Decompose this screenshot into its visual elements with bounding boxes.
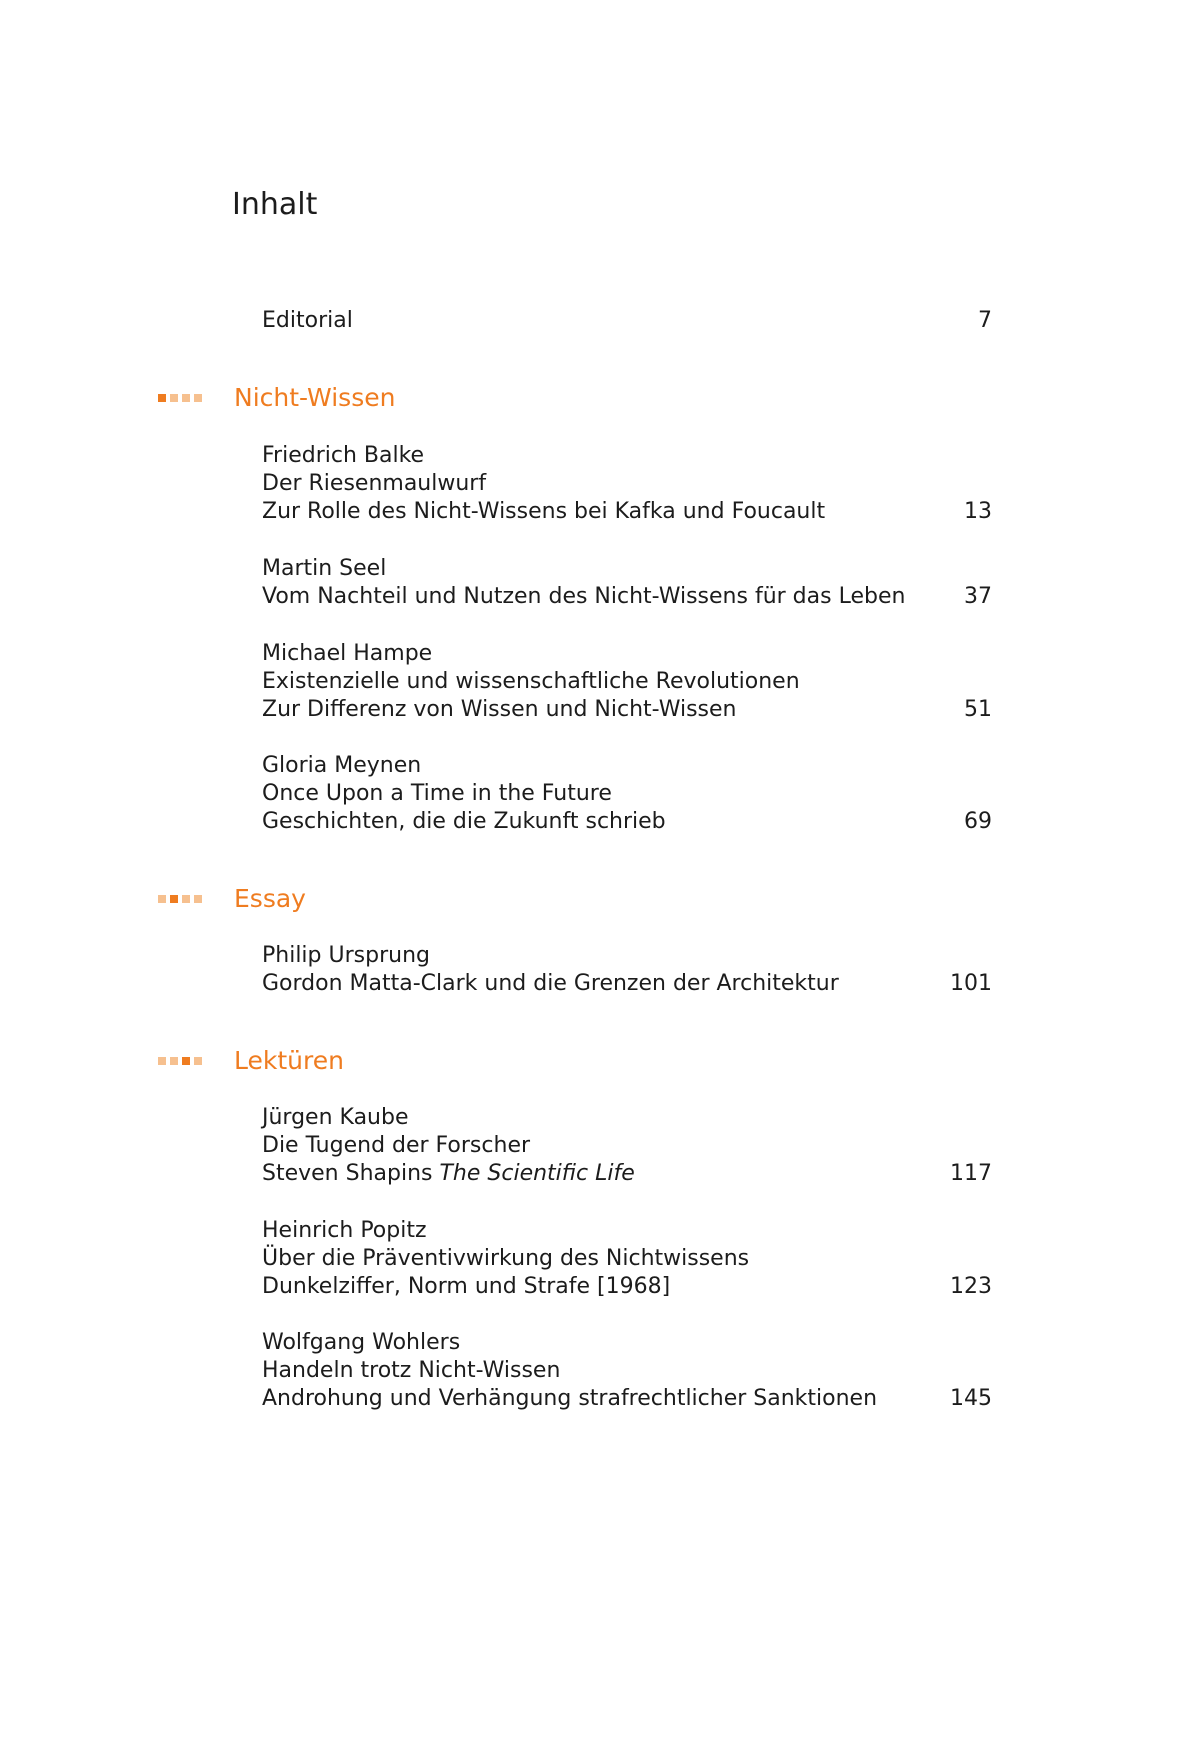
entry-page-number: 13 — [964, 499, 992, 524]
toc-entry[interactable] — [262, 442, 992, 526]
section-marker-icon — [158, 895, 210, 903]
entry-subtitle: Geschichten, die die Zukunft schrieb — [262, 809, 666, 834]
marker-square — [194, 895, 202, 903]
entry-page-number: 145 — [950, 1386, 992, 1411]
entry-subtitle-italic: The Scientific Life — [439, 1161, 635, 1186]
marker-square-active — [182, 1057, 190, 1065]
marker-square — [182, 895, 190, 903]
toc-entry[interactable] — [262, 555, 992, 611]
marker-square — [194, 394, 202, 402]
entry-subtitle-prefix: Steven Shapins — [262, 1161, 440, 1186]
toc-entry[interactable] — [262, 942, 992, 998]
toc-entry[interactable] — [262, 1329, 992, 1413]
section-title: Nicht-Wissen — [234, 383, 396, 412]
entry-author: Wolfgang Wohlers — [262, 1330, 461, 1355]
section-heading-essay — [158, 883, 306, 915]
entry-author: Gloria Meynen — [262, 753, 422, 778]
toc-entry[interactable] — [262, 1217, 992, 1301]
entry-title: Existenzielle und wissenschaftliche Revolutionen — [262, 669, 800, 694]
marker-square — [182, 394, 190, 402]
entry-author: Martin Seel — [262, 556, 387, 581]
entry-page-number: 7 — [978, 308, 992, 333]
entry-title: Once Upon a Time in the Future — [262, 781, 612, 806]
toc-entry[interactable] — [262, 1104, 992, 1188]
toc-entry[interactable] — [262, 640, 992, 724]
entry-subtitle: Zur Differenz von Wissen und Nicht-Wissen — [262, 697, 737, 722]
marker-square-active — [170, 895, 178, 903]
marker-square — [194, 1057, 202, 1065]
entry-title: Der Riesenmaulwurf — [262, 471, 487, 496]
entry-page-number: 37 — [964, 584, 992, 609]
toc-entry-editorial[interactable] — [262, 307, 992, 335]
section-heading-lektueren — [158, 1045, 344, 1077]
entry-subtitle: Androhung und Verhängung strafrechtlicher Sanktionen — [262, 1386, 878, 1411]
entry-title: Die Tugend der Forscher — [262, 1133, 531, 1158]
entry-author: Michael Hampe — [262, 641, 433, 666]
entry-subtitle — [262, 1160, 992, 1188]
entry-title: Über die Präventivwirkung des Nichtwissens — [262, 1246, 750, 1271]
entry-title: Vom Nachteil und Nutzen des Nicht-Wissens für das Leben — [262, 584, 906, 609]
entry-title: Editorial — [262, 308, 353, 333]
entry-page-number: 51 — [964, 697, 992, 722]
entry-author: Heinrich Popitz — [262, 1218, 427, 1243]
section-marker-icon — [158, 1057, 210, 1065]
toc-entry[interactable] — [262, 752, 992, 836]
marker-square-active — [158, 394, 166, 402]
entry-page-number: 69 — [964, 809, 992, 834]
marker-square — [158, 895, 166, 903]
page-title: Inhalt — [232, 187, 318, 222]
entry-author: Philip Ursprung — [262, 943, 430, 968]
entry-subtitle: Zur Rolle des Nicht-Wissens bei Kafka und Foucault — [262, 499, 826, 524]
entry-title: Handeln trotz Nicht-Wissen — [262, 1358, 561, 1383]
section-heading-nicht-wissen — [158, 382, 395, 414]
entry-author: Jürgen Kaube — [262, 1105, 409, 1130]
entry-page-number: 101 — [950, 971, 992, 996]
section-marker-icon — [158, 394, 210, 402]
marker-square — [170, 1057, 178, 1065]
entry-author: Friedrich Balke — [262, 443, 425, 468]
section-title: Essay — [234, 884, 306, 913]
marker-square — [158, 1057, 166, 1065]
section-title: Lektüren — [234, 1046, 344, 1075]
entry-subtitle: Dunkelziffer, Norm und Strafe [1968] — [262, 1274, 671, 1299]
marker-square — [170, 394, 178, 402]
entry-title: Gordon Matta-Clark und die Grenzen der Architektur — [262, 971, 839, 996]
entry-page-number: 117 — [950, 1161, 992, 1186]
entry-page-number: 123 — [950, 1274, 992, 1299]
